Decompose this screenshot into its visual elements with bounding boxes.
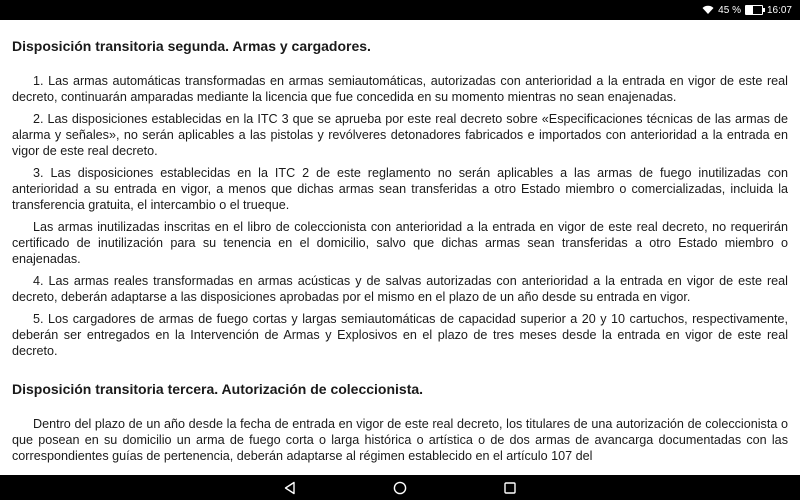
battery-percent: 45 % bbox=[718, 4, 741, 16]
home-icon[interactable] bbox=[393, 481, 407, 495]
paragraph: Dentro del plazo de un año desde la fecha de entrada en vigor de este real decreto, los titulares de una autorización de coleccionista o que posean en su domicilio un arma de fuego corta o larga histórica o artística o de dos armas de avancarga documentadas con las correspondientes guías de pertenencia, deberán adaptarse al régimen establecido en el artículo 107 del bbox=[12, 417, 788, 463]
paragraph: Las armas inutilizadas inscritas en el libro de coleccionista con anterioridad a la entrada en vigor de este real decreto, no requerirán certificado de inutilización para su tenencia en el domicilio, salvo que dichas armas sean transferidas a otro Estado miembro o enajenadas. bbox=[12, 220, 788, 266]
navigation-bar bbox=[0, 475, 800, 500]
clock: 16:07 bbox=[766, 4, 792, 16]
paragraph: 5. Los cargadores de armas de fuego cortas y largas semiautomáticas de capacidad superior a 20 y 10 cartuchos, respectivamente, deberán ser entregados en la Intervención de Armas y Explosivos en el plazo de tres meses desde la entrada en vigor de este real decreto. bbox=[12, 312, 788, 358]
document-content bbox=[0, 20, 800, 475]
section-heading: Disposición transitoria tercera. Autorización de coleccionista. bbox=[12, 381, 424, 397]
paragraph: 1. Las armas automáticas transformadas en armas semiautomáticas, autorizadas con anterioridad a la entrada en vigor de este real decreto, continuarán amparadas mediante la licencia que fue concedida en su momento mientras no sean enajenadas. bbox=[12, 74, 788, 104]
paragraph: 4. Las armas reales transformadas en armas acústicas y de salvas autorizadas con anterioridad a la entrada en vigor de este real decreto, deberán adaptarse a las disposiciones aprobadas por el mismo en el plazo de un año desde su entrada en vigor. bbox=[12, 274, 788, 304]
wifi-icon bbox=[702, 5, 714, 15]
paragraph: 3. Las disposiciones establecidas en la ITC 2 de este reglamento no serán aplicables a las armas de fuego inutilizadas con anterioridad a su entrada en vigor, a menos que dichas armas sean transferidas a otro Estado miembro o comercializadas, incluida la transferencia gratuita, el intercambio o el trueque. bbox=[12, 166, 788, 212]
back-icon[interactable] bbox=[283, 481, 297, 495]
paragraph: 2. Las disposiciones establecidas en la ITC 3 que se aprueba por este real decreto sobre «Especificaciones técnicas de las armas de alarma y señales», no serán aplicables a las pistolas y revólveres detonadores fabricados e importados con anterioridad a la entrada en vigor de este real decreto. bbox=[12, 112, 788, 158]
status-bar bbox=[0, 0, 800, 20]
section-heading: Disposición transitoria segunda. Armas y cargadores. bbox=[12, 38, 371, 54]
recents-icon[interactable] bbox=[503, 481, 517, 495]
battery-icon bbox=[745, 5, 763, 15]
